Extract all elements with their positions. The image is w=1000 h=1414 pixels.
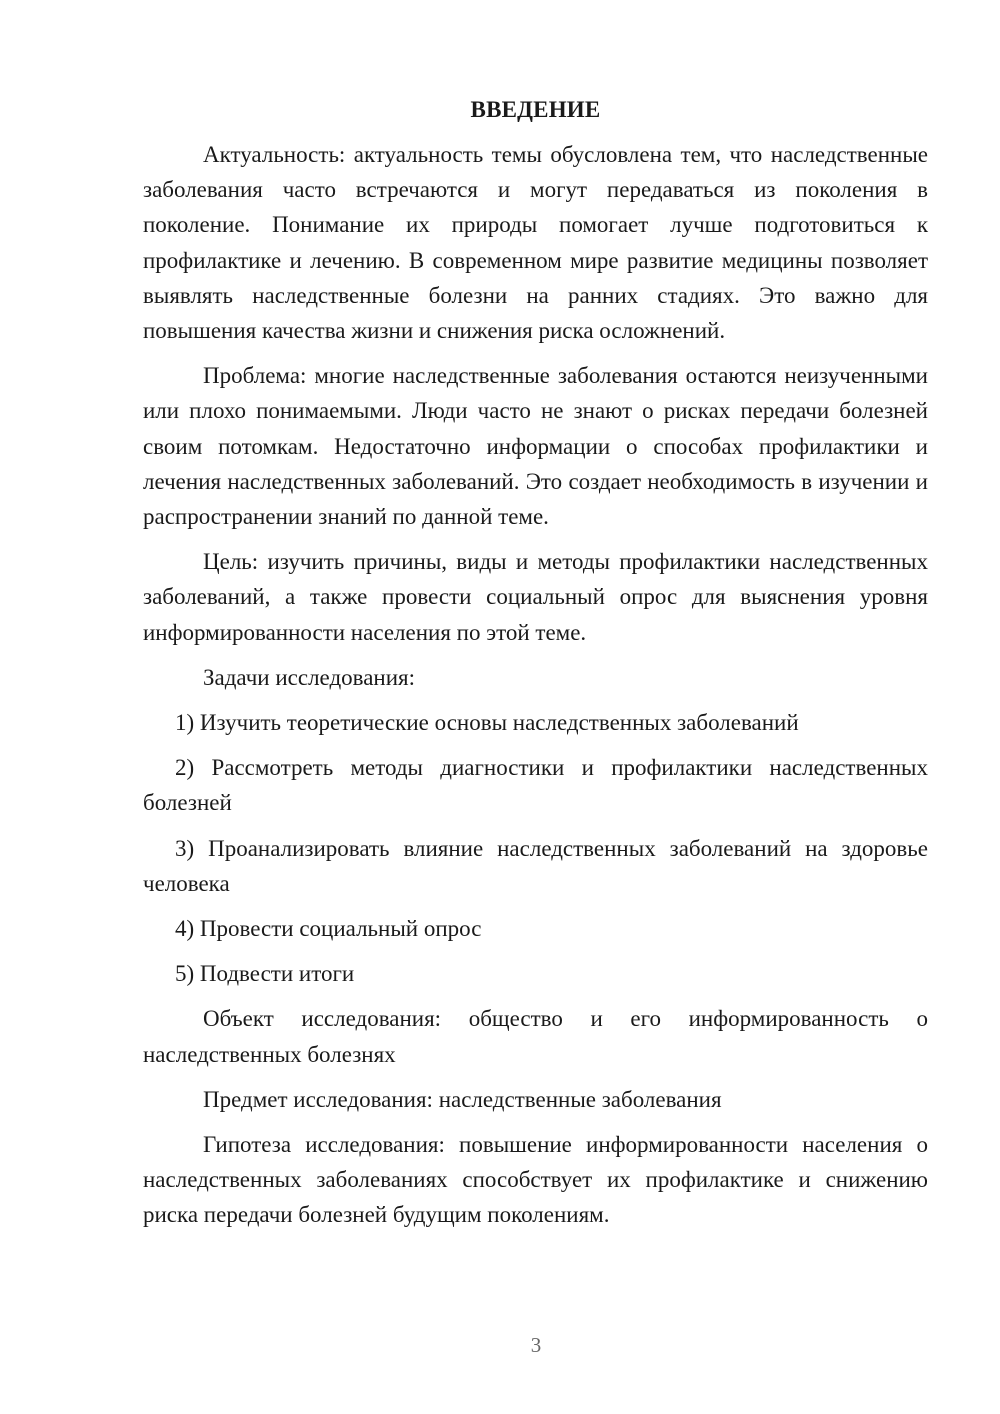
task-item: 5) Подвести итоги (175, 961, 355, 987)
relevance-paragraph: Актуальность: актуальность темы обусловлена тем, что наследственные заболевания часто встречаются и могут передаваться из поколения в поколение. Понимание их природы помогает лучше подготовиться к профилактике и лечению. В современном мире развитие медицины позволяет выявлять наследственные болезни на ранних стадиях. Это важно для повышения качества жизни и снижения риска осложнений. (143, 142, 928, 344)
task-item: 1) Изучить теоретические основы наследственных заболеваний (175, 710, 799, 736)
subject-paragraph: Предмет исследования: наследственные заболевания (203, 1086, 722, 1112)
object-paragraph: Объект исследования: общество и его информированность о наследственных болезнях (143, 1006, 928, 1067)
problem-paragraph: Проблема: многие наследственные заболевания остаются неизученными или плохо понимаемыми. Люди часто не знают о рисках передачи болезней своим потомкам. Недостаточно информации о способах профилактики и лечения наследственных заболеваний. Это создает необходимость в изучении и распространении знаний по данной теме. (143, 363, 928, 530)
goal-paragraph: Цель: изучить причины, виды и методы профилактики наследственных заболеваний, а также провести социальный опрос для выяснения уровня информированности населения по этой теме. (143, 549, 928, 645)
tasks-heading: Задачи исследования: (203, 664, 416, 690)
document-body (143, 92, 928, 1233)
page-number: 3 (530, 1333, 542, 1357)
task-item: 4) Провести социальный опрос (175, 916, 482, 942)
task-item: 2) Рассмотреть методы диагностики и профилактики наследственных болезней (143, 755, 928, 816)
hypothesis-paragraph: Гипотеза исследования: повышение информированности населения о наследственных заболеваниях способствует их профилактике и снижению риска передачи болезней будущим поколениям. (143, 1132, 928, 1228)
task-item: 3) Проанализировать влияние наследственных заболеваний на здоровье человека (143, 835, 928, 896)
page-title: ВВЕДЕНИЕ (470, 97, 601, 122)
